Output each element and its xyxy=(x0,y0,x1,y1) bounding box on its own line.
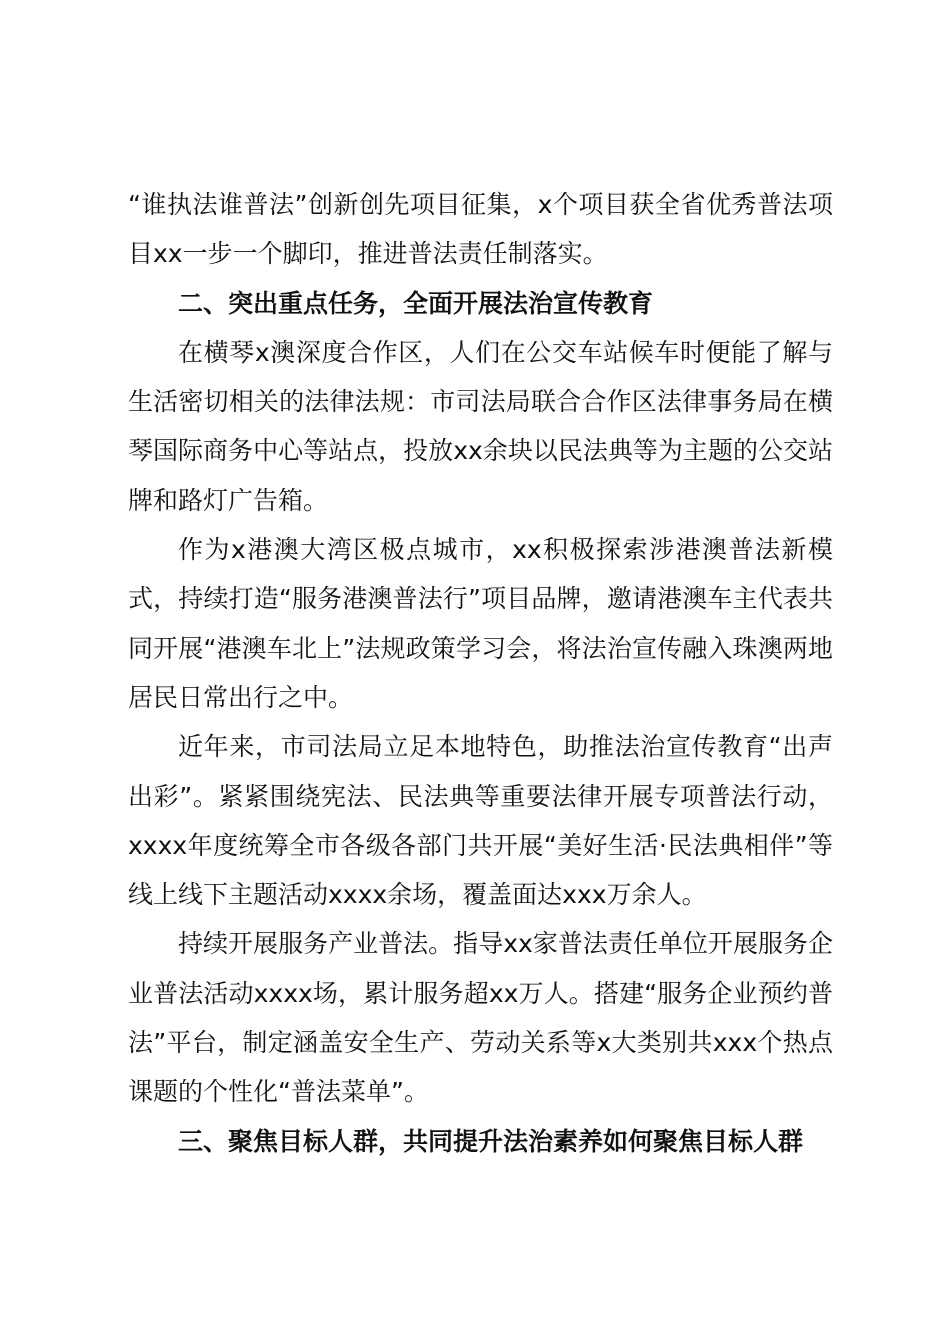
section-heading-2: 二、突出重点任务，全面开展法治宣传教育 xyxy=(178,288,654,318)
paragraph-continued: “谁执法谁普法”创新创先项目征集，x个项目获全省优秀普法项目xx一步一个脚印，推进普法责任制落实。 xyxy=(128,190,833,269)
paragraph-recent-years: 近年来，市司法局立足本地特色，助推法治宣传教育“出声出彩”。紧紧围绕宪法、民法典等重要法律开展专项普法行动，xxxx年度统筹全市各级各部门共开展“美好生活·民法典相伴”等线上线下主题活动xxxx余场，覆盖面达xxx万余人。 xyxy=(128,732,833,910)
paragraph-industry: 持续开展服务产业普法。指导xx家普法责任单位开展服务企业普法活动xxxx场，累计服务超xx万人。搭建“服务企业预约普法”平台，制定涵盖安全生产、劳动关系等x大类别共xxx个热点课题的个性化“普法菜单”。 xyxy=(128,929,833,1107)
paragraph-hk-macao: 作为x港澳大湾区极点城市，xx积极探索涉港澳普法新模式，持续打造“服务港澳普法行”项目品牌，邀请港澳车主代表共同开展“港澳车北上”法规政策学习会，将法治宣传融入珠澳两地居民日常出行之中。 xyxy=(128,535,833,712)
section-heading-3: 三、聚焦目标人群，共同提升法治素养如何聚焦目标人群 xyxy=(178,1126,804,1156)
document-body xyxy=(128,180,833,1166)
paragraph-hengqin: 在横琴x澳深度合作区，人们在公交车站候车时便能了解与生活密切相关的法律法规：市司法局联合合作区法律事务局在横琴国际商务中心等站点，投放xx余块以民法典等为主题的公交站牌和路灯广告箱。 xyxy=(128,337,833,515)
